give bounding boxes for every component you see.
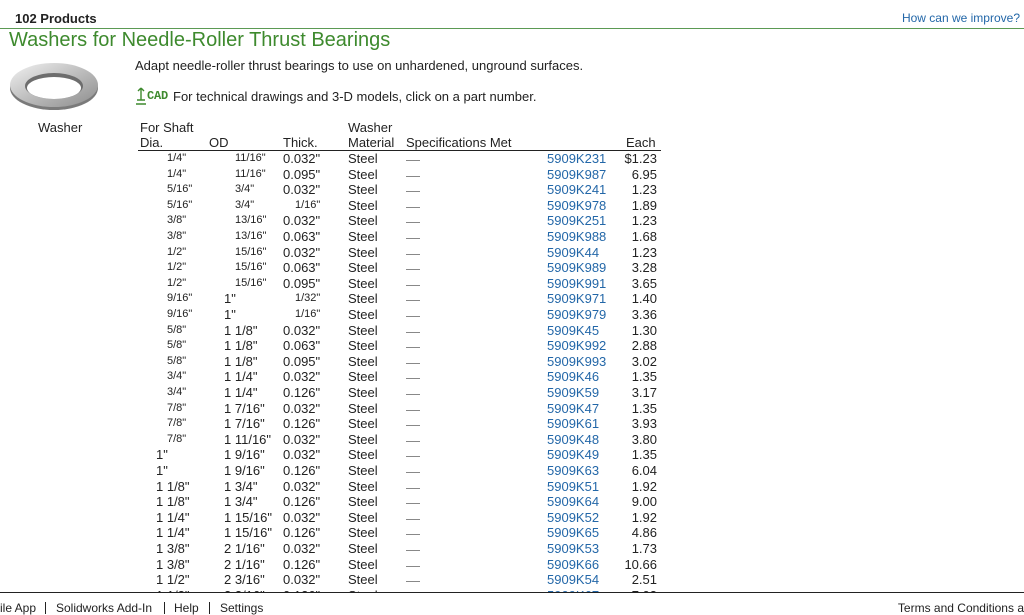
thickness-cell: 0.063"	[283, 338, 321, 354]
table-row	[0, 557, 1024, 573]
price-cell: 2.51	[631, 572, 657, 588]
shaft-dia-cell: 7/8"	[167, 401, 187, 414]
feedback-link[interactable]: How can we improve?	[901, 11, 1020, 25]
footer-separator	[209, 602, 210, 614]
price-cell: 1.23	[631, 182, 657, 198]
price-cell: 9.00	[631, 494, 657, 510]
price-cell: 3.17	[631, 385, 657, 400]
specs-empty-mark	[406, 456, 420, 457]
part-number-link[interactable]: 5909K992	[547, 338, 607, 354]
thickness-cell: 0.032"	[283, 369, 321, 385]
specs-empty-mark	[406, 316, 420, 317]
material-cell: Steel	[348, 244, 378, 260]
shaft-dia-cell: 9/16"	[167, 292, 193, 305]
specs-empty-mark	[406, 503, 420, 504]
table-row	[0, 260, 1024, 276]
specs-empty-mark	[406, 425, 420, 426]
specs-empty-mark	[406, 363, 420, 364]
od-cell: 1 1/8"	[224, 353, 258, 369]
shaft-dia-cell: 1 1/4"	[156, 509, 190, 525]
price-cell: 3.28	[631, 260, 657, 276]
od-cell: 1 1/8"	[224, 338, 258, 354]
table-row	[0, 432, 1024, 448]
price-cell: 1.89	[631, 197, 657, 213]
specs-empty-mark	[406, 488, 420, 489]
part-number-link[interactable]: 5909K989	[547, 260, 607, 276]
shaft-dia-cell: 1 3/8"	[156, 556, 190, 572]
shaft-dia-cell: 5/16"	[167, 183, 193, 196]
price-cell: 1.35	[631, 369, 657, 385]
thickness-cell: 0.126"	[283, 463, 321, 478]
od-cell: 2 3/16"	[224, 572, 265, 588]
shaft-dia-cell: 5/8"	[167, 354, 187, 367]
part-number-link[interactable]: 5909K251	[547, 213, 607, 229]
od-cell: 11/16"	[235, 152, 266, 164]
col-header-thick: Thick.	[283, 135, 318, 150]
thickness-cell: 0.032"	[283, 213, 321, 229]
washer-image	[8, 58, 100, 112]
table-row	[0, 447, 1024, 463]
price-cell: $1.23	[624, 151, 657, 166]
shaft-dia-cell: 7/8"	[167, 432, 187, 445]
part-number-link[interactable]: 5909K44	[547, 244, 600, 260]
thickness-cell: 0.126"	[283, 525, 321, 541]
thickness-cell: 0.095"	[283, 166, 321, 182]
thickness-cell: 0.126"	[283, 385, 321, 400]
col-header-specs: Specifications Met	[406, 135, 512, 150]
product-description: Adapt needle-roller thrust bearings to use on unhardened, unground surfaces.	[135, 58, 584, 73]
shaft-dia-cell: 1"	[156, 447, 168, 463]
thickness-cell: 0.063"	[283, 229, 321, 244]
od-cell: 1 15/16"	[224, 509, 272, 525]
part-number-link[interactable]: 5909K47	[547, 400, 600, 416]
specs-empty-mark	[406, 285, 420, 286]
col-header-od: OD	[209, 135, 229, 150]
specs-empty-mark	[406, 519, 420, 520]
table-row	[0, 463, 1024, 479]
image-caption: Washer	[38, 120, 83, 135]
specs-empty-mark	[406, 207, 420, 208]
od-cell: 1 11/16"	[224, 431, 272, 447]
part-number-link[interactable]: 5909K241	[547, 182, 607, 198]
footer-separator	[164, 602, 165, 614]
material-cell: Steel	[348, 572, 378, 588]
part-number-link[interactable]: 5909K51	[547, 478, 600, 494]
table-row	[0, 510, 1024, 526]
price-cell: 2.88	[631, 338, 657, 354]
cad-icon	[135, 87, 168, 105]
col-header-material: Washer Material	[348, 120, 395, 150]
top-bar	[0, 0, 1024, 29]
specs-empty-mark	[406, 394, 420, 395]
material-cell: Steel	[348, 447, 378, 463]
od-cell: 1 3/4"	[224, 478, 258, 494]
shaft-dia-cell: 9/16"	[167, 308, 193, 320]
table-row	[0, 385, 1024, 401]
part-number-link[interactable]: 5909K978	[547, 197, 607, 213]
od-cell: 1 9/16"	[224, 463, 265, 478]
part-number-link[interactable]: 5909K46	[547, 369, 600, 385]
od-cell: 1 1/8"	[224, 322, 258, 338]
material-cell: Steel	[348, 275, 378, 291]
thickness-cell: 1/32"	[295, 292, 321, 305]
shaft-dia-cell: 1 1/8"	[156, 494, 190, 510]
thickness-cell: 0.032"	[283, 509, 321, 525]
cad-note-text: For technical drawings and 3-D models, click on a part number.	[173, 88, 537, 104]
part-number-link[interactable]: 5909K988	[547, 229, 607, 244]
price-cell: 6.95	[631, 166, 657, 182]
table-row	[0, 182, 1024, 198]
thickness-cell: 0.032"	[283, 431, 321, 447]
shaft-dia-cell: 3/8"	[167, 230, 187, 242]
od-cell: 11/16"	[235, 167, 266, 180]
shaft-dia-cell: 1/4"	[167, 152, 187, 164]
specs-empty-mark	[406, 269, 420, 270]
table-row	[0, 167, 1024, 183]
material-cell: Steel	[348, 322, 378, 338]
thickness-cell: 0.032"	[283, 151, 321, 166]
material-cell: Steel	[348, 525, 378, 541]
thickness-cell: 0.032"	[283, 400, 321, 416]
material-cell: Steel	[348, 229, 378, 244]
price-cell: 3.02	[631, 353, 657, 369]
table-row	[0, 401, 1024, 417]
part-number-link[interactable]: 5909K64	[547, 494, 600, 510]
thickness-cell: 0.032"	[283, 322, 321, 338]
material-cell: Steel	[348, 509, 378, 525]
table-row	[0, 291, 1024, 307]
part-number-link[interactable]: 5909K45	[547, 322, 600, 338]
price-cell: 1.40	[631, 291, 657, 307]
part-number-link[interactable]: 5909K231	[547, 151, 607, 166]
od-cell: 15/16"	[235, 261, 267, 274]
price-cell: 1.35	[631, 400, 657, 416]
od-cell: 3/4"	[235, 198, 255, 211]
material-cell: Steel	[348, 197, 378, 213]
material-cell: Steel	[348, 369, 378, 385]
product-table	[0, 151, 1024, 592]
thickness-cell: 0.032"	[283, 244, 321, 260]
footer-link-terms[interactable]: Terms and Conditions a	[897, 601, 1024, 615]
specs-empty-mark	[406, 238, 420, 239]
shaft-dia-cell: 1"	[156, 463, 168, 478]
table-row	[0, 151, 1024, 167]
od-cell: 2 1/16"	[224, 541, 265, 556]
material-cell: Steel	[348, 431, 378, 447]
specs-empty-mark	[406, 347, 420, 348]
col-header-each: Each	[626, 135, 656, 150]
material-cell: Steel	[348, 260, 378, 276]
table-row	[0, 494, 1024, 510]
part-number-link[interactable]: 5909K993	[547, 353, 607, 369]
part-number-link[interactable]: 5909K66	[547, 556, 600, 572]
material-cell: Steel	[348, 353, 378, 369]
part-number-link[interactable]: 5909K991	[547, 275, 607, 291]
specs-empty-mark	[406, 160, 420, 161]
part-number-link[interactable]: 5909K52	[547, 509, 600, 525]
shaft-dia-cell: 1 3/8"	[156, 541, 190, 556]
price-cell: 1.92	[631, 478, 657, 494]
specs-empty-mark	[406, 222, 420, 223]
specs-empty-mark	[406, 534, 420, 535]
material-cell: Steel	[348, 494, 378, 510]
product-count: 102 Products	[15, 11, 97, 26]
thickness-cell: 0.126"	[283, 416, 321, 432]
price-cell: 1.92	[631, 509, 657, 525]
cad-label: CAD	[147, 89, 169, 103]
specs-empty-mark	[406, 472, 420, 473]
od-cell: 1 1/4"	[224, 385, 258, 400]
part-number-link[interactable]: 5909K49	[547, 447, 600, 463]
shaft-dia-cell: 1/2"	[167, 276, 187, 289]
od-cell: 1 7/16"	[224, 416, 265, 432]
price-cell: 1.30	[631, 322, 657, 338]
table-row	[0, 213, 1024, 229]
table-row	[0, 323, 1024, 339]
material-cell: Steel	[348, 291, 378, 307]
table-row	[0, 369, 1024, 385]
table-row	[0, 229, 1024, 245]
page-title: Washers for Needle-Roller Thrust Bearings	[9, 29, 391, 51]
part-number-link[interactable]: 5909K59	[547, 385, 600, 400]
specs-empty-mark	[406, 300, 420, 301]
part-number-link[interactable]: 5909K65	[547, 525, 600, 541]
table-row	[0, 572, 1024, 588]
cad-note	[135, 86, 536, 106]
price-cell: 3.65	[631, 275, 657, 291]
price-cell: 10.66	[624, 556, 657, 572]
col-header-shaft: For Shaft Dia.	[140, 120, 194, 150]
material-cell: Steel	[348, 166, 378, 182]
material-cell: Steel	[348, 541, 378, 556]
od-cell: 1 15/16"	[224, 525, 272, 541]
table-row	[0, 525, 1024, 541]
table-row	[0, 541, 1024, 557]
thickness-cell: 0.095"	[283, 275, 321, 291]
part-number-link[interactable]: 5909K54	[547, 572, 600, 588]
od-cell: 3/4"	[235, 183, 255, 196]
material-cell: Steel	[348, 478, 378, 494]
thickness-cell: 0.095"	[283, 353, 321, 369]
price-cell: 6.04	[631, 463, 657, 478]
od-cell: 1 3/4"	[224, 494, 258, 510]
specs-empty-mark	[406, 550, 420, 551]
specs-empty-mark	[406, 441, 420, 442]
table-row	[0, 338, 1024, 354]
shaft-dia-cell: 3/8"	[167, 214, 187, 227]
od-cell: 15/16"	[235, 245, 267, 258]
specs-empty-mark	[406, 410, 420, 411]
part-number-link[interactable]: 5909K48	[547, 431, 600, 447]
price-cell: 1.73	[631, 541, 657, 556]
material-cell: Steel	[348, 556, 378, 572]
thickness-cell: 0.032"	[283, 447, 321, 463]
shaft-dia-cell: 5/16"	[167, 198, 193, 211]
thickness-cell: 1/16"	[295, 308, 321, 320]
price-cell: 3.80	[631, 431, 657, 447]
thickness-cell: 0.126"	[283, 556, 321, 572]
part-number-link[interactable]: 5909K987	[547, 166, 607, 182]
price-cell: 3.93	[631, 416, 657, 432]
material-cell: Steel	[348, 338, 378, 354]
od-cell: 1"	[224, 291, 236, 307]
footer-link-mobile-app[interactable]: ile App	[0, 601, 37, 615]
footer-link-settings[interactable]: Settings	[220, 601, 264, 615]
material-cell: Steel	[348, 416, 378, 432]
specs-empty-mark	[406, 254, 420, 255]
shaft-dia-cell: 1 1/8"	[156, 478, 190, 494]
shaft-dia-cell: 3/4"	[167, 386, 187, 398]
table-row	[0, 307, 1024, 323]
specs-empty-mark	[406, 176, 420, 177]
specs-empty-mark	[406, 378, 420, 379]
od-cell: 1 9/16"	[224, 447, 265, 463]
price-cell: 1.35	[631, 447, 657, 463]
footer-link-help[interactable]: Help	[174, 601, 199, 615]
thickness-cell: 1/16"	[295, 198, 321, 211]
table-row	[0, 245, 1024, 261]
material-cell: Steel	[348, 385, 378, 400]
price-cell: 1.23	[631, 244, 657, 260]
od-cell: 1 1/4"	[224, 369, 258, 385]
material-cell: Steel	[348, 463, 378, 478]
shaft-dia-cell: 5/8"	[167, 339, 187, 352]
od-cell: 13/16"	[235, 230, 267, 242]
footer-separator	[45, 602, 46, 614]
thickness-cell: 0.032"	[283, 572, 321, 588]
material-cell: Steel	[348, 213, 378, 229]
part-number-link[interactable]: 5909K53	[547, 541, 600, 556]
table-row	[0, 416, 1024, 432]
shaft-dia-cell: 1 1/2"	[156, 572, 190, 588]
material-cell: Steel	[348, 400, 378, 416]
price-cell: 1.68	[631, 229, 657, 244]
footer-link-solidworks[interactable]: Solidworks Add-In	[56, 601, 153, 615]
part-number-link[interactable]: 5909K63	[547, 463, 600, 478]
table-row	[0, 198, 1024, 214]
price-cell: 3.36	[631, 307, 657, 322]
part-number-link[interactable]: 5909K971	[547, 291, 607, 307]
table-row	[0, 276, 1024, 292]
material-cell: Steel	[348, 151, 378, 166]
shaft-dia-cell: 1/4"	[167, 167, 187, 180]
od-cell: 15/16"	[235, 276, 267, 289]
shaft-dia-cell: 1/2"	[167, 261, 187, 274]
table-row	[0, 479, 1024, 495]
part-number-link[interactable]: 5909K61	[547, 416, 600, 432]
part-number-link[interactable]: 5909K979	[547, 307, 607, 322]
specs-empty-mark	[406, 332, 420, 333]
specs-empty-mark	[406, 191, 420, 192]
od-cell: 1 7/16"	[224, 400, 265, 416]
thickness-cell: 0.032"	[283, 541, 321, 556]
price-cell: 1.23	[631, 213, 657, 229]
shaft-dia-cell: 1 1/4"	[156, 525, 190, 541]
specs-empty-mark	[406, 566, 420, 567]
od-cell: 1"	[224, 307, 236, 322]
shaft-dia-cell: 1/2"	[167, 245, 187, 258]
od-cell: 2 1/16"	[224, 556, 265, 572]
material-cell: Steel	[348, 182, 378, 198]
shaft-dia-cell: 5/8"	[167, 323, 187, 336]
price-cell: 4.86	[631, 525, 657, 541]
shaft-dia-cell: 7/8"	[167, 417, 187, 430]
thickness-cell: 0.032"	[283, 182, 321, 198]
material-cell: Steel	[348, 307, 378, 322]
thickness-cell: 0.063"	[283, 260, 321, 276]
od-cell: 13/16"	[235, 214, 267, 227]
footer-bar	[0, 592, 1024, 615]
thickness-cell: 0.126"	[283, 494, 321, 510]
table-row	[0, 354, 1024, 370]
specs-empty-mark	[406, 581, 420, 582]
thickness-cell: 0.032"	[283, 478, 321, 494]
shaft-dia-cell: 3/4"	[167, 370, 187, 383]
